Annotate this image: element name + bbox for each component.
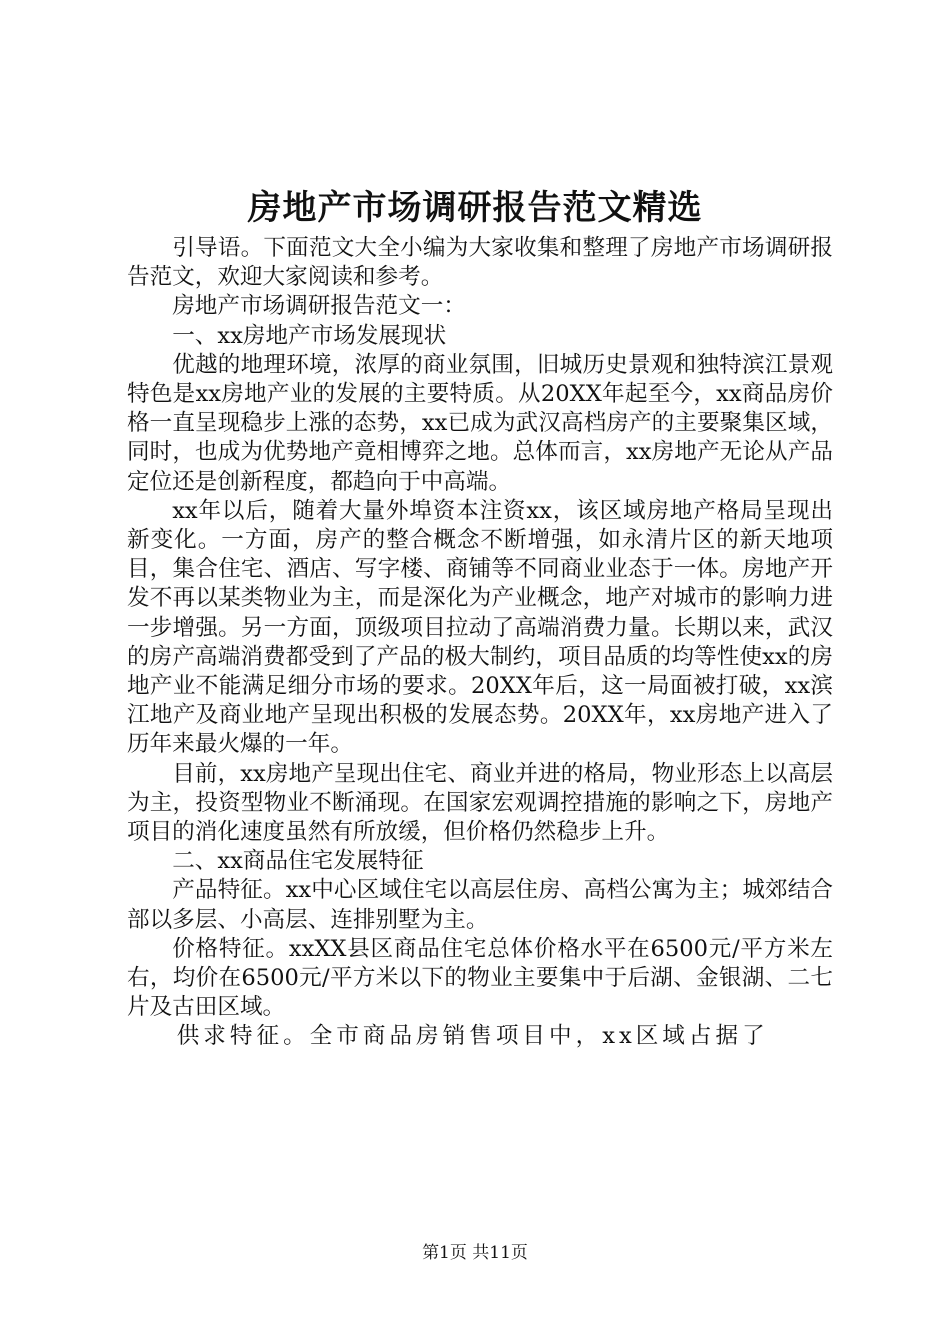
document-title: 房地产市场调研报告范文精选	[247, 188, 703, 228]
body-paragraph: xx年以后，随着大量外埠资本注资xx，该区域房地产格局呈现出新变化。一方面，房产的整合概念不断增强，如永清片区的新天地项目，集合住宅、酒店、写字楼、商铺等不同商业业态于一体。房地产开发不再以某类物业为主，而是深化为产业概念，地产对城市的影响力进一步增强。另一方面，顶级项目拉动了高端消费力量。长期以来，武汉的房产高端消费都受到了产品的极大制约，项目品质的均等性使xx的房地产业不能满足细分市场的要求。20XX年后，这一局面被打破，xx滨江地产及商业地产呈现出积极的发展态势。20XX年，xx房地产进入了历年来最火爆的一年。	[127, 497, 833, 758]
section-heading-2: 二、xx商品住宅发展特征	[172, 848, 424, 875]
intro-paragraph: 引导语。下面范文大全小编为大家收集和整理了房地产市场调研报告范文，欢迎大家阅读和参考。	[127, 235, 833, 291]
body-paragraph: 优越的地理环境，浓厚的商业氛围，旧城历史景观和独特滨江景观特色是xx房地产业的发展的主要特质。从20XX年起至今，xx商品房价格一直呈现稳步上涨的态势，xx已成为武汉高档房产的主要聚集区域，同时，也成为优势地产竟相博弈之地。总体而言，xx房地产无论从产品定位还是创新程度，都趋向于中高端。	[127, 351, 833, 495]
body-paragraph: 价格特征。xxXX县区商品住宅总体价格水平在6500元/平方米左右，均价在6500元/平方米以下的物业主要集中于后湖、金银湖、二七片及古田区域。	[127, 935, 833, 1021]
body-paragraph: 目前，xx房地产呈现出住宅、商业并进的格局，物业形态上以高层为主，投资型物业不断涌现。在国家宏观调控措施的影响之下，房地产项目的消化速度虽然有所放缓，但价格仍然稳步上升。	[127, 760, 833, 846]
body-paragraph: 供求特征。全市商品房销售项目中，xx区域占据了	[176, 1023, 769, 1050]
section-heading-1: 一、xx房地产市场发展现状	[172, 322, 447, 349]
page-footer: 第1页 共11页	[422, 1243, 528, 1263]
body-paragraph: 产品特征。xx中心区域住宅以高层住房、高档公寓为主；城郊结合部以多层、小高层、连排别墅为主。	[127, 877, 833, 933]
sample-heading: 房地产市场调研报告范文一：	[172, 293, 466, 320]
document-body	[127, 234, 833, 1052]
